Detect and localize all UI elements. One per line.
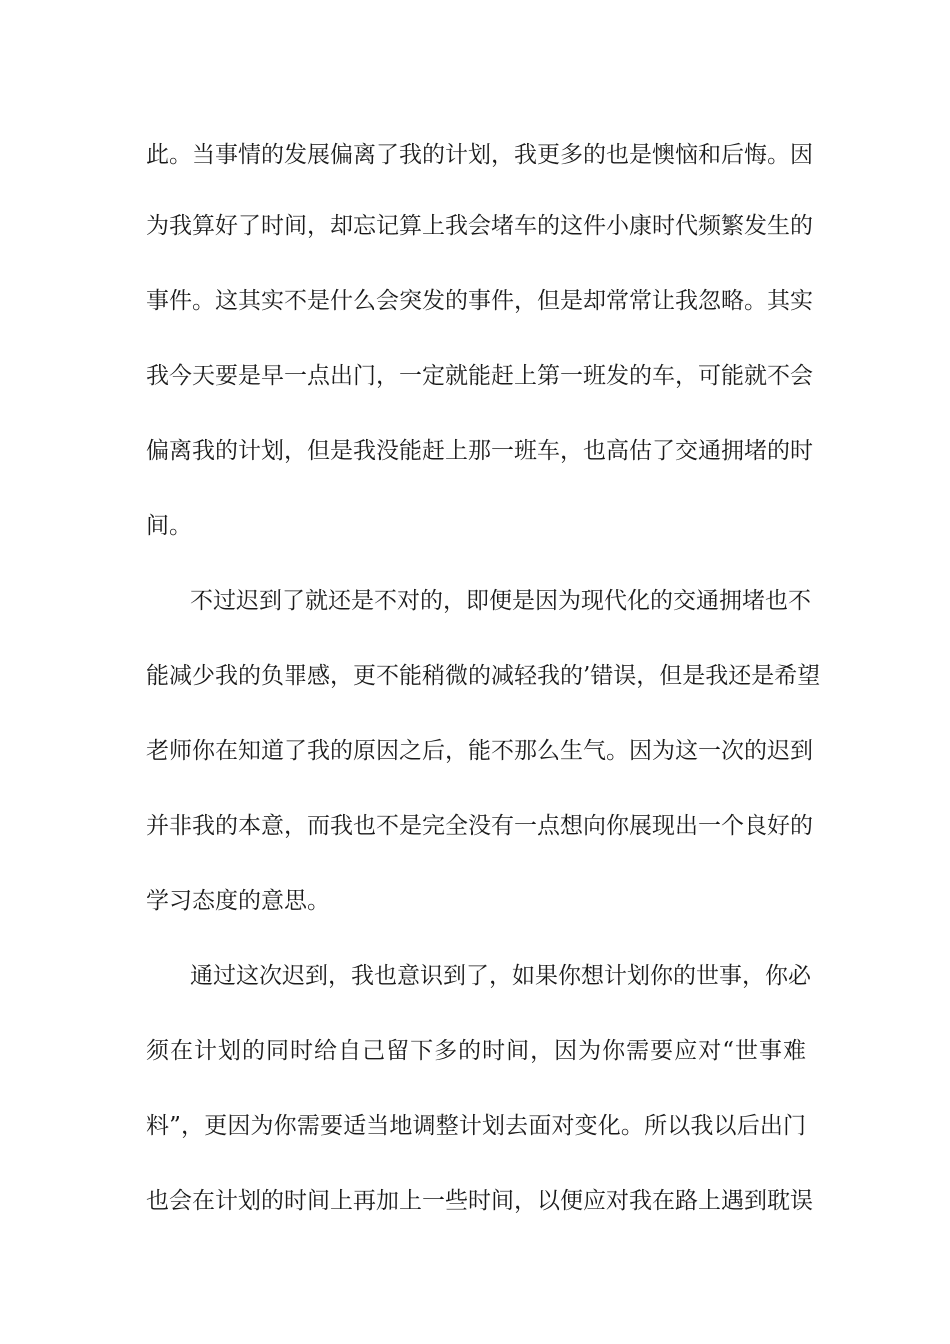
text-line: 并非我的本意，而我也不是完全没有一点想向你展现出一个良好的 (146, 813, 813, 839)
text-line: 此。当事情的发展偏离了我的计划，我更多的也是懊恼和后悔。因 (146, 142, 813, 168)
text-line: 不过迟到了就还是不对的，即便是因为现代化的交通拥堵也不 (190, 588, 811, 614)
text-line: 通过这次迟到，我也意识到了，如果你想计划你的世事，你必 (190, 963, 811, 989)
text-line: 偏离我的计划，但是我没能赶上那一班车，也高估了交通拥堵的时 (146, 438, 813, 464)
text-line: 事件。这其实不是什么会突发的事件，但是却常常让我忽略。其实 (146, 288, 813, 314)
text-line: 我今天要是早一点出门，一定就能赶上第一班发的车，可能就不会 (146, 363, 813, 389)
text-line: 学习态度的意思。 (146, 888, 330, 914)
text-line: 间。 (146, 513, 192, 539)
text-line: 须在计划的同时给自己留下多的时间，因为你需要应对“世事难 (146, 1038, 806, 1064)
text-line: 能减少我的负罪感，更不能稍微的减轻我的’错误，但是我还是希望 (146, 663, 821, 689)
text-line: 也会在计划的时间上再加上一些时间，以便应对我在路上遇到耽误 (146, 1188, 813, 1214)
text-line: 老师你在知道了我的原因之后，能不那么生气。因为这一次的迟到 (146, 738, 813, 764)
text-line: 为我算好了时间，却忘记算上我会堵车的这件小康时代频繁发生的 (146, 213, 813, 239)
text-line: 料”，更因为你需要适当地调整计划去面对变化。所以我以后出门 (146, 1113, 806, 1139)
